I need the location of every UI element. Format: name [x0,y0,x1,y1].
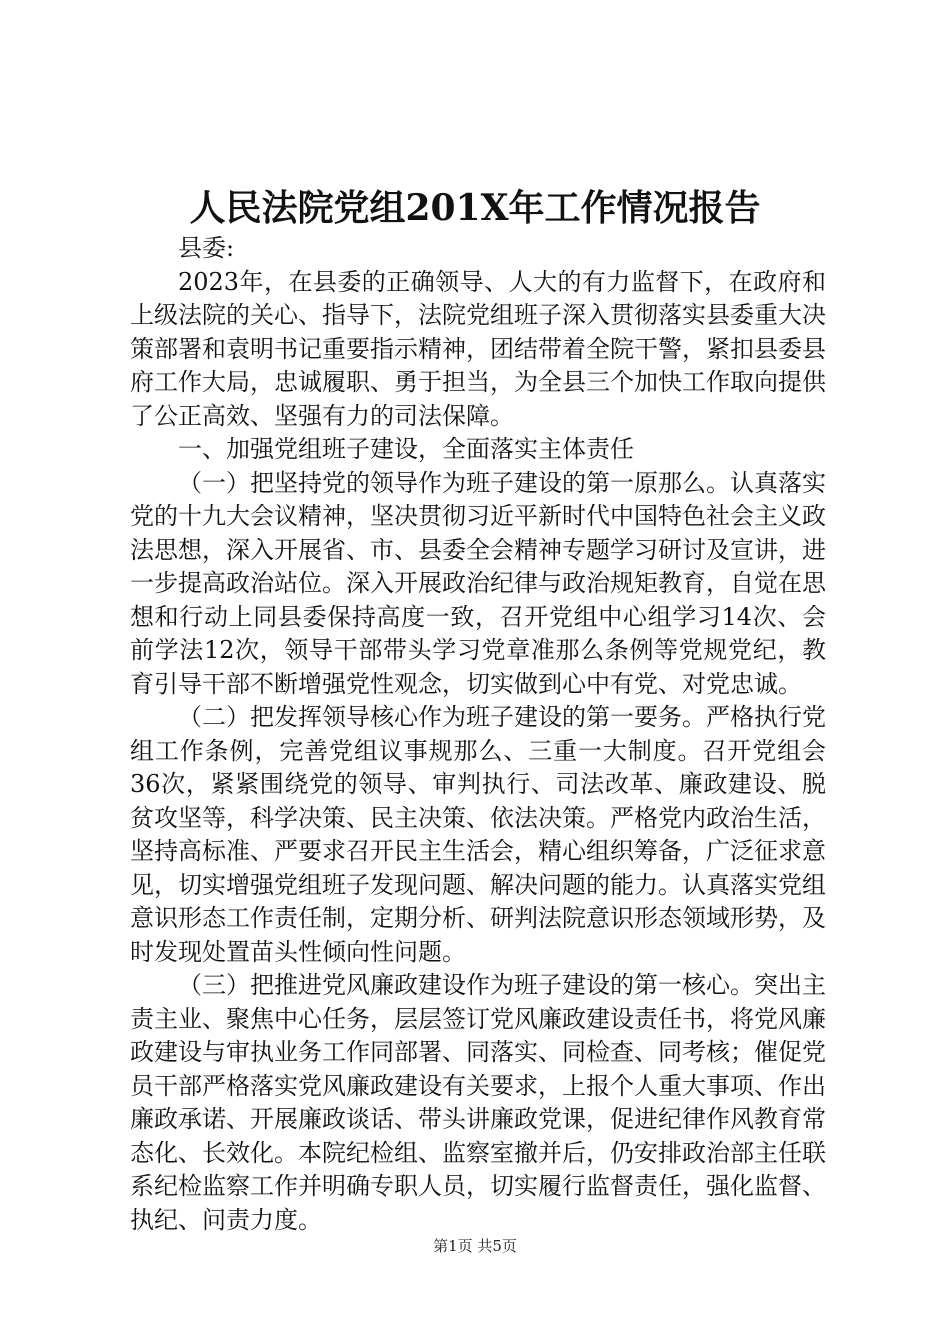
page-total: 共5页 [477,1237,517,1255]
section-heading-1: 一、加强党组班子建设，全面落实主体责任 [178,435,634,463]
paragraph-item-1: （一）把坚持党的领导作为班子建设的第一原那么。认真落实党的十九大会议精神，坚决贯彻习近平新时代中国特色社会主义政法思想，深入开展省、市、县委全会精神专题学习研讨及宣讲，进一步提高政治站位。深入开展政治纪律与政治规矩教育，自觉在思想和行动上同县委保持高度一致，召开党组中心组学习14次、会前学法12次，领导干部带头学习党章准那么条例等党规党纪，教育引导干部不断增强党性观念，切实做到心中有党、对党忠诚。 [130,468,826,698]
paragraph-item-2: （二）把发挥领导核心作为班子建设的第一要务。严格执行党组工作条例，完善党组议事规那么、三重一大制度。召开党组会36次，紧紧围绕党的领导、审判执行、司法改革、廉政建设、脱贫攻坚等，科学决策、民主决策、依法决策。严格党内政治生活，坚持高标准、严要求召开民主生活会，精心组织筹备，广泛征求意见，切实增强党组班子发现问题、解决问题的能力。认真落实党组意识形态工作责任制，定期分析、研判法院意识形态领域形势，及时发现处置苗头性倾向性问题。 [130,703,826,966]
document-title: 人民法院党组201X年工作情况报告 [189,187,761,229]
page-footer [0,1236,950,1256]
page-number: 第1页 [433,1237,473,1255]
paragraph-item-3: （三）把推进党风廉政建设作为班子建设的第一核心。突出主责主业、聚焦中心任务，层层签订党风廉政建设责任书，将党风廉政建设与审执业务工作同部署、同落实、同检查、同考核；催促党员干部严格落实党风廉政建设有关要求，上报个人重大事项、作出廉政承诺、开展廉政谈话、带头讲廉政党课，促进纪律作风教育常态化、长效化。本院纪检组、监察室撤并后，仍安排政治部主任联系纪检监察工作并明确专职人员，切实履行监督责任，强化监督、执纪、问责力度。 [130,971,826,1234]
salutation: 县委: [178,234,235,262]
paragraph-intro: 2023年，在县委的正确领导、人大的有力监督下，在政府和上级法院的关心、指导下，法院党组班子深入贯彻落实县委重大决策部署和袁明书记重要指示精神，团结带着全院干警，紧扣县委县府工作大局，忠诚履职、勇于担当，为全县三个加快工作取向提供了公正高效、坚强有力的司法保障。 [130,267,826,430]
document-body [130,232,826,1237]
